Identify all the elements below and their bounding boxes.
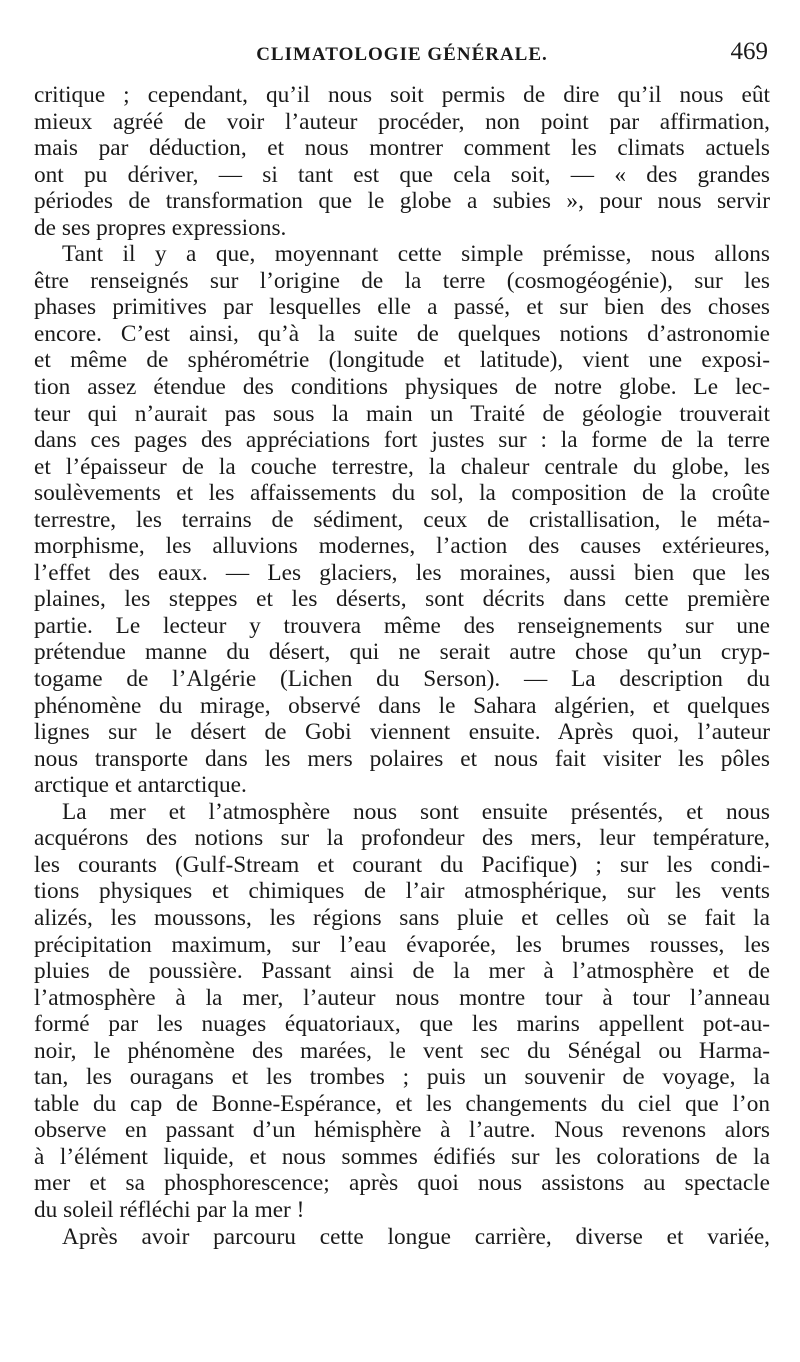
- text-line: dans ces pages des appréciations fort justes sur : la forme de la terre: [34, 427, 770, 454]
- text-line: alizés, les moussons, les régions sans pluie et celles où se fait la: [34, 904, 770, 931]
- text-line: l’effet des eaux. — Les glaciers, les moraines, aussi bien que les: [34, 559, 770, 586]
- running-title: CLIMATOLOGIE GÉNÉRALE.: [256, 44, 548, 65]
- page-header: [34, 38, 770, 82]
- text-line: Après avoir parcouru cette longue carrière, diverse et variée,: [62, 1223, 770, 1250]
- text-line: être renseignés sur l’origine de la terre (cosmogéogénie), sur les: [34, 267, 770, 294]
- text-line: plaines, les steppes et les déserts, sont décrits dans cette première: [34, 586, 770, 613]
- text-line: observe en passant d’un hémisphère à l’autre. Nous revenons alors: [34, 1117, 770, 1144]
- text-line: ont pu dériver, — si tant est que cela soit, — « des grandes: [34, 161, 770, 188]
- page-number: 469: [730, 38, 768, 65]
- text-line: terrestre, les terrains de sédiment, ceux de cristallisation, le méta-: [34, 506, 770, 533]
- text-line: périodes de transformation que le globe a subies », pour nous servir: [34, 188, 770, 215]
- text-line: noir, le phénomène des marées, le vent sec du Sénégal ou Harma-: [34, 1037, 770, 1064]
- text-line: partie. Le lecteur y trouvera même des renseignements sur une: [34, 612, 770, 639]
- text-line: mieux agréé de voir l’auteur procéder, non point par affirmation,: [34, 108, 770, 135]
- text-line: La mer et l’atmosphère nous sont ensuite présentés, et nous: [62, 798, 770, 825]
- text-line: arctique et antarctique.: [34, 772, 247, 799]
- text-line: et l’épaisseur de la couche terrestre, la chaleur centrale du globe, les: [34, 453, 770, 480]
- text-line: tan, les ouragans et les trombes ; puis un souvenir de voyage, la: [34, 1064, 770, 1091]
- text-line: mais par déduction, et nous montrer comment les climats actuels: [34, 135, 770, 162]
- text-line: soulèvements et les affaissements du sol, la composition de la croûte: [34, 480, 770, 507]
- text-line: précipitation maximum, sur l’eau évaporée, les brumes rousses, les: [34, 931, 770, 958]
- text-line: les courants (Gulf-Stream et courant du Pacifique) ; sur les condi-: [34, 851, 770, 878]
- text-line: nous transporte dans les mers polaires et nous fait visiter les pôles: [34, 745, 770, 772]
- text-line: à l’élément liquide, et nous sommes édifiés sur les colorations de la: [34, 1143, 770, 1170]
- text-line: Tant il y a que, moyennant cette simple prémisse, nous allons: [62, 241, 770, 268]
- text-line: phénomène du mirage, observé dans le Sahara algérien, et quelques: [34, 692, 770, 719]
- text-line: l’atmosphère à la mer, l’auteur nous montre tour à tour l’anneau: [34, 984, 770, 1011]
- text-line: tions physiques et chimiques de l’air atmosphérique, sur les vents: [34, 878, 770, 905]
- text-line: morphisme, les alluvions modernes, l’action des causes extérieures,: [34, 533, 770, 560]
- text-line: prétendue manne du désert, qui ne serait autre chose qu’un cryp-: [34, 639, 770, 666]
- text-line: de ses propres expressions.: [34, 214, 287, 241]
- text-line: du soleil réfléchi par la mer !: [34, 1196, 305, 1223]
- text-line: pluies de poussière. Passant ainsi de la mer à l’atmosphère et de: [34, 958, 770, 985]
- text-line: mer et sa phosphorescence; après quoi nous assistons au spectacle: [34, 1170, 770, 1197]
- text-line: encore. C’est ainsi, qu’à la suite de quelques notions d’astronomie: [34, 320, 770, 347]
- text-line: togame de l’Algérie (Lichen du Serson). — La description du: [34, 666, 770, 693]
- text-line: lignes sur le désert de Gobi viennent ensuite. Après quoi, l’auteur: [34, 719, 770, 746]
- text-line: phases primitives par lesquelles elle a passé, et sur bien des choses: [34, 294, 770, 321]
- text-line: teur qui n’aurait pas sous la main un Traité de géologie trouverait: [34, 400, 770, 427]
- text-line: et même de sphérométrie (longitude et latitude), vient une exposi-: [34, 347, 770, 374]
- text-line: formé par les nuages équatoriaux, que les marins appellent pot-au-: [34, 1011, 770, 1038]
- text-line: tion assez étendue des conditions physiques de notre globe. Le lec-: [34, 374, 770, 401]
- text-line: critique ; cependant, qu’il nous soit permis de dire qu’il nous eût: [34, 82, 770, 108]
- text-line: acquérons des notions sur la profondeur des mers, leur température,: [34, 825, 770, 852]
- body-text: [34, 82, 770, 1250]
- text-line: table du cap de Bonne-Espérance, et les changements du ciel que l’on: [34, 1090, 770, 1117]
